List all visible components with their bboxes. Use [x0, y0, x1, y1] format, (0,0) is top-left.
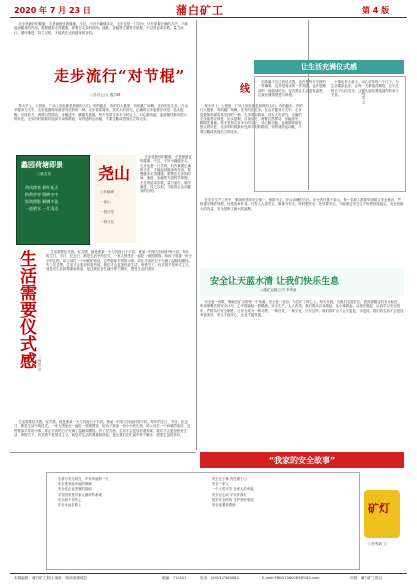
poster-title: 蠡园荷塘即景 [21, 161, 63, 169]
poster-lotus [16, 155, 90, 245]
article-poem-notes: 走步是最好的健康，走是最便宜的健康。不过，不好小觑健步走，走步也是一门学问，只有掌握正确的方法，才能起到健身的作用。要想健步走得健康，需要在走步的时间、速度、步幅等方面科学掌握，不过度追求步数，量力而行，循序渐进，持之以恒，才能真正达到健身的目的。 [140, 155, 192, 194]
teal-col-2: 小事也有大意义。用心对待每一个日子，为生活增添色彩，让每一天都值得期待，让平凡的日子闪闪发光，让家人朋友感受到你的爱与关怀。 [331, 80, 399, 97]
contents-item: 平安回家是对家人最好的承诺 [51, 492, 102, 497]
sidebar-line: 一段历史 [100, 210, 115, 214]
contents-item: 安全源于责任心 [51, 497, 82, 502]
article-safety-body: 安全是一首歌，唱响在矿山的每一个角落；安全是一首诗，写在矿工的心上。每天早晨，当我们走进矿区，看到那醒目的安全标语，听到那嘹亮的安全口号，心中便涌起一股暖流。安全生产，人人有责。我们要从自身做起，从小事做起，从现在做起，认真学习安全知识，严格执行安全制度，让安全成为一种习惯，一种自觉，一种文化。只有这样，我们的矿山才会天更蓝、水更清，我们的生活才会更加幸福美好，家人才能安心，企业才能发展。 [200, 300, 404, 317]
issue-date: 2020 年 7 月 23 日 [14, 6, 91, 15]
headline-ritual-byline: ○杨雪 文 [38, 355, 42, 371]
article-walking-body: 每天早上，公园里、广场上到处都是晨练的人们。有的跑步，有的打太极拳，有的跳广场舞，还有的在走步。在众多健身方式中，走步是最简单最容易坚持的一种。走步看似简单，其实大有讲究。正确的走步姿势应该是：抬头挺胸，目视前方，两臂自然摆动，步幅适中，脚跟先着地。每天坚持走步半小时以上，对心肺功能、血液循环都有很大的好处。走步的时候最好选择平坦的路面，穿舒适的运动鞋，不要空腹或者饭后立即走步。 [14, 104, 188, 121]
teal-byline: ○杨雪 文 [362, 88, 366, 104]
footer-phone: 电话：(0913)7360083 [200, 576, 239, 580]
sidebar-title: 尧山 [98, 164, 131, 183]
article-walking-continued: 每天早上，公园里、广场上到处都是晨练的人们。有的跑步，有的打太极拳，有的跳广场舞，还有的在走步。在众多健身方式中，走步是最简单最容易坚持的一种。走步看似简单，其实大有讲究。正确的走步姿势应该是：抬头挺胸，目视前方，两臂自然摆动，步幅适中，脚跟先着地。每天坚持走步半小时以上，对心肺功能、血液循环都有很大的好处。走步的时候最好选择平坦的路面，穿舒适的运动鞋，不要空腹或者饭后立即走步。 [200, 104, 303, 134]
article-walking-intro: 走步是最好的健康，走是最便宜的健康。不过，不好小觑健步走，走步也是一门学问，只有掌握正确的方法，才能起到健身的作用。要想健步走得健康，需要在走步的时间、速度、步幅等方面科学掌握，不过度追求步数，量力而行，循序渐进，持之以恒，才能真正达到健身的目的。 [14, 22, 188, 35]
contents-item: 安全永远在路上 [51, 503, 82, 508]
teal-col-1: 创造属于自己的仪式感，也许是每天早晨的一杯咖啡，也许是周末的一次郊游，也许是睡前的一段阅读时光。仪式感让生活更有温度，让我们懂得感恩与珍惜。 [258, 80, 326, 97]
poster-line: 一池碧水 一片清凉 [25, 206, 59, 211]
teal-content-box [254, 76, 406, 192]
footer-email: E-mail:PBKG7360083@163.com [262, 576, 320, 580]
poster-lines [25, 184, 85, 212]
teal-banner [254, 60, 404, 74]
safety-banner-title: 安全让天蓝水清 让我们快乐生息 [210, 277, 340, 287]
contents-left [51, 477, 199, 508]
contents-item: 安全一家人 [205, 482, 229, 487]
safety-banner-byline: ○蒲矿运煤公司 李秀新 [260, 288, 297, 292]
footer-zip: 邮编：715501 [162, 576, 187, 580]
sidebar-line: 一座山 [100, 200, 111, 204]
newspaper-logo: 蒲白矿工 [176, 4, 224, 17]
teal-banner-title: 让生活充满仪式感 [301, 63, 357, 71]
contents-item: 筑牢安全防线 守护美好家园 [205, 497, 254, 502]
safety-banner-box [200, 268, 404, 296]
safety-story-title: “我家的安全故事” [268, 456, 336, 465]
footer-editor: 本版编辑：蒲白矿工报社 地址：陕西省蒲城县 [14, 576, 88, 580]
contents-item: 生命与安全同在，平安幸福每一天 [51, 477, 109, 481]
headline-ritual: 生活需要仪式感 [16, 250, 36, 369]
footer-printer: 印刷：蒲白矿工报社 [350, 576, 383, 580]
contents-item: 安全记心间 平安伴我行 [205, 492, 247, 497]
safety-story-banner [200, 452, 404, 468]
sidebar-yaoshan [94, 155, 136, 243]
sidebar-line: ○李晓峰 [100, 190, 114, 194]
poster-author: ○姚杏英 [37, 172, 51, 176]
poster-line: 粉荷亭亭 倒映水中 [25, 192, 59, 197]
poster-line: 惊鸿照影 婀娜多姿 [25, 199, 59, 204]
sidebar-line: 一种文化 [100, 220, 115, 224]
lamp-byline: ○李秀新 文 [368, 542, 387, 546]
section-label: 线 [240, 84, 250, 95]
lamp-title: 矿灯 [368, 502, 390, 515]
article-safety-intro: 在安全生产工作中，要始终坚持安全第一、预防为主、综合治理的方针。安全责任重于泰山，每一名职工都要牢固树立安全意识，严格遵守操作规程，杜绝违章作业。只有人人讲安全，事事为安全，时时想安全，处处要安全，才能保证安全生产形势持续稳定。安全是最大的效益，安全是职工最大的福利。 [200, 198, 404, 211]
article-ritual-continued: 生活需要仪式感。仪式感，就是使某一天与其他日子不同，使某一时刻与其他时刻不同。每年的生日、节日、纪念日，都是生活中的仪式。一家人围坐在一起吃一顿团圆饭，给孩子准备一份小小的礼物，给父母打一个问候的电话，这些看似平常的小事，却让平淡的日子充满了温暖和期待。有了仪式感，生活才会更加有滋有味，我们才会更加热爱生活、珍惜当下。仪式感不是形式主义，而是对生活的尊重和热爱，是让我们在忙碌中停下脚步，感受生活的美好。 [14, 420, 191, 437]
headline-byline: ○苏彦云/文 殷学峰 [90, 93, 121, 97]
headline-walking: 走步流行“对节棍” [54, 67, 186, 85]
contents-item: 安全连着你我他 [205, 503, 236, 508]
contents-item: 安全是家庭幸福的保障 [51, 482, 92, 487]
footer-rule [10, 573, 407, 574]
contents-box [46, 472, 360, 570]
header-rule [10, 17, 407, 18]
mine-lamp-icon [364, 490, 400, 538]
contents-right [205, 477, 353, 508]
contents-top-rule [10, 452, 196, 453]
contents-item: 安全是企业发展的基础 [51, 487, 92, 492]
column-divider [196, 20, 197, 450]
contents-item: 一个人的平安 全家人的幸福 [205, 487, 254, 492]
article-ritual-body: 生活需要仪式感。仪式感，就是使某一天与其他日子不同，使某一时刻与其他时刻不同。每年的生日、节日、纪念日，都是生活中的仪式。一家人围坐在一起吃一顿团圆饭，给孩子准备一份小小的礼物，给父母打一个问候的电话，这些看似平常的小事，却让平淡的日子充满了温暖和期待。有了仪式感，生活才会更加有滋有味，我们才会更加热爱生活、珍惜当下。仪式感不是形式主义，而是对生活的尊重和热爱，是让我们在忙碌中停下脚步，感受生活的美好。 [46, 250, 192, 272]
poster-line: 荷风徐来 碧叶连天 [25, 185, 59, 190]
page-number: 第 4 版 [362, 6, 390, 15]
contents-item: 安全无小事 责任重于山 [205, 477, 247, 481]
sidebar-lines [100, 187, 114, 227]
